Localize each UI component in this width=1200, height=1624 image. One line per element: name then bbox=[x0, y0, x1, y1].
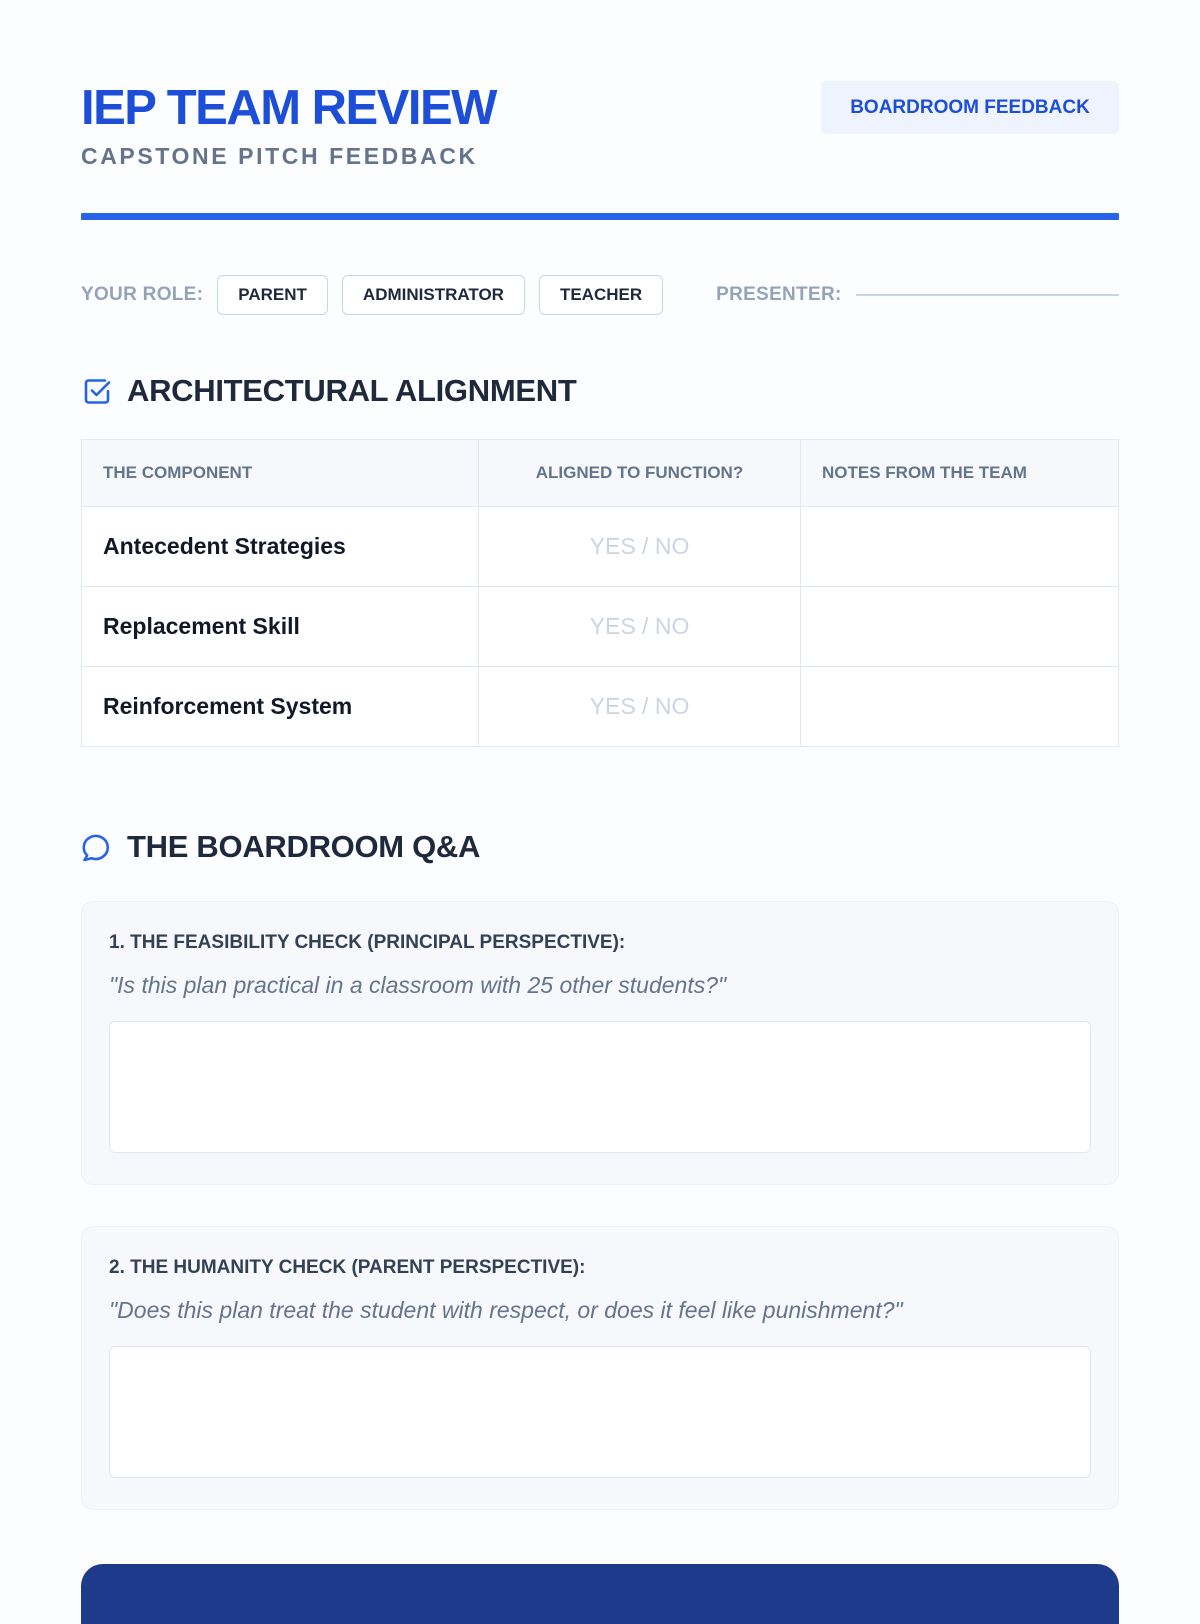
page-subtitle: CAPSTONE PITCH FEEDBACK bbox=[81, 143, 478, 169]
question-prompt: "Does this plan treat the student with respect, or does it feel like punishment?" bbox=[109, 1297, 903, 1323]
table-row bbox=[82, 507, 1119, 587]
table-row bbox=[82, 587, 1119, 667]
yes-no-choice[interactable]: YES / NO bbox=[479, 587, 801, 667]
header bbox=[81, 0, 1119, 220]
column-header-aligned: ALIGNED TO FUNCTION? bbox=[479, 440, 801, 507]
header-divider bbox=[81, 213, 1119, 220]
question-label: 1. THE FEASIBILITY CHECK (PRINCIPAL PERSPECTIVE): bbox=[109, 932, 626, 953]
column-header-notes: NOTES FROM THE TEAM bbox=[801, 440, 1119, 507]
alignment-section-title bbox=[81, 373, 1119, 409]
qa-heading: THE BOARDROOM Q&A bbox=[127, 829, 481, 864]
role-label: YOUR ROLE: bbox=[81, 284, 204, 305]
presenter-label: PRESENTER: bbox=[716, 284, 842, 305]
role-parent-button[interactable]: PARENT bbox=[217, 275, 328, 315]
checkbox-checked-icon bbox=[81, 375, 113, 407]
yes-no-choice[interactable]: YES / NO bbox=[479, 667, 801, 747]
notes-cell[interactable] bbox=[801, 667, 1119, 747]
page-title: IEP TEAM REVIEW bbox=[81, 81, 496, 135]
component-name: Antecedent Strategies bbox=[82, 507, 479, 587]
feasibility-answer-field[interactable] bbox=[109, 1021, 1091, 1153]
yes-no-choice[interactable]: YES / NO bbox=[479, 507, 801, 587]
question-label: 2. THE HUMANITY CHECK (PARENT PERSPECTIVE): bbox=[109, 1257, 586, 1278]
table-row bbox=[82, 667, 1119, 747]
presenter-input[interactable] bbox=[856, 294, 1119, 296]
question-card-feasibility bbox=[81, 901, 1119, 1185]
component-name: Replacement Skill bbox=[82, 587, 479, 667]
role-administrator-button[interactable]: ADMINISTRATOR bbox=[342, 275, 525, 315]
humanity-answer-field[interactable] bbox=[109, 1346, 1091, 1478]
boardroom-feedback-badge: BOARDROOM FEEDBACK bbox=[821, 81, 1119, 134]
footer-bar bbox=[81, 1564, 1119, 1624]
role-row bbox=[81, 275, 1119, 315]
alignment-table bbox=[81, 439, 1119, 747]
question-prompt: "Is this plan practical in a classroom with 25 other students?" bbox=[109, 972, 727, 998]
component-name: Reinforcement System bbox=[82, 667, 479, 747]
speech-bubble-icon bbox=[81, 831, 113, 863]
table-header-row bbox=[82, 440, 1119, 507]
role-teacher-button[interactable]: TEACHER bbox=[539, 275, 663, 315]
question-card-humanity bbox=[81, 1226, 1119, 1510]
column-header-component: THE COMPONENT bbox=[82, 440, 479, 507]
notes-cell[interactable] bbox=[801, 587, 1119, 667]
notes-cell[interactable] bbox=[801, 507, 1119, 587]
qa-section-title bbox=[81, 829, 1119, 865]
alignment-heading: ARCHITECTURAL ALIGNMENT bbox=[127, 373, 577, 408]
